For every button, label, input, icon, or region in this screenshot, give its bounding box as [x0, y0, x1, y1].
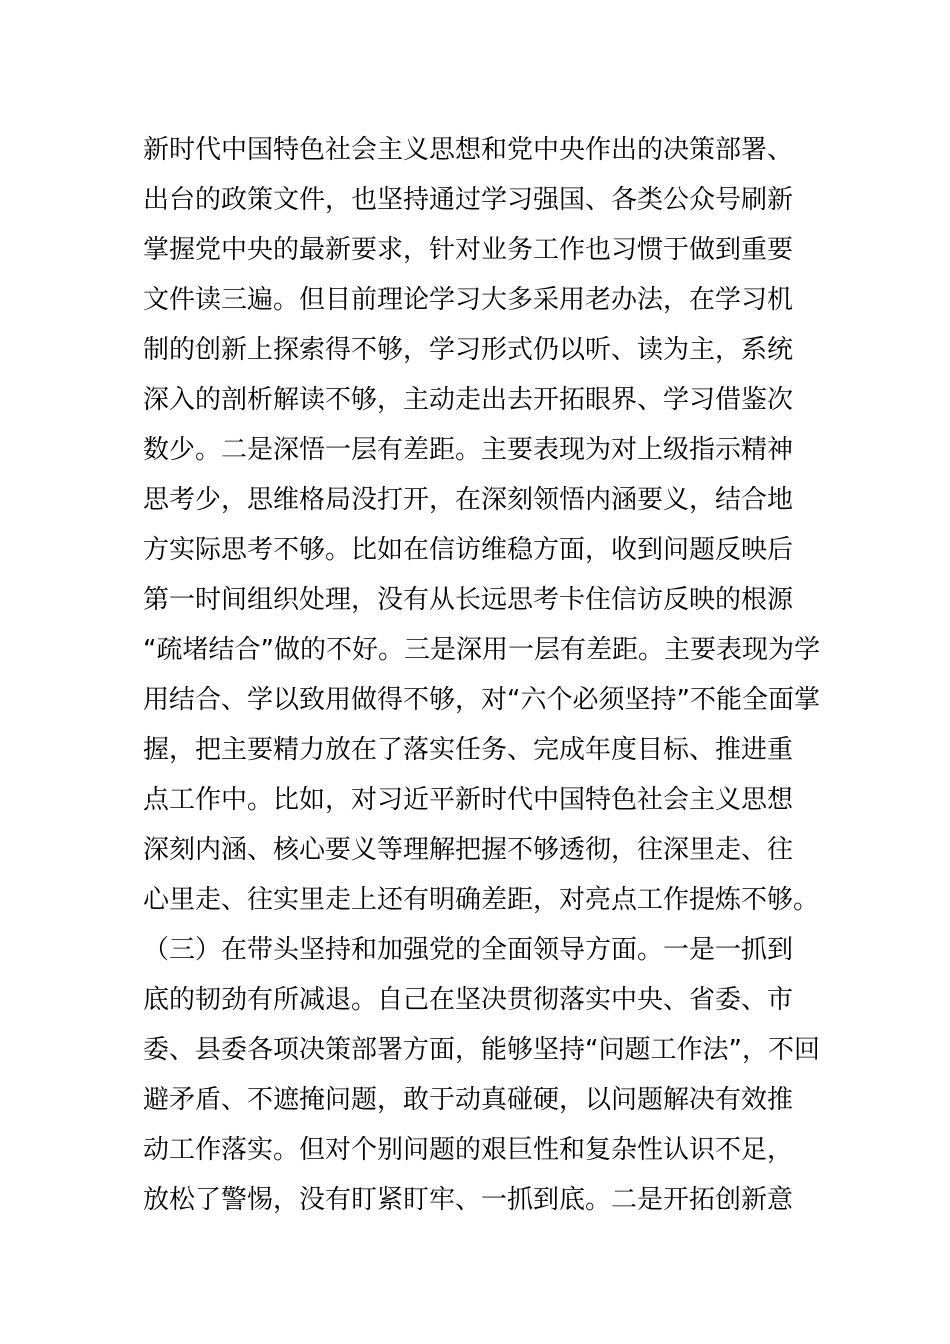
- text-line: 委、县委各项决策部署方面，能够坚持“问题工作法”，不回: [143, 1035, 820, 1065]
- text-line: 制的创新上探索得不够，学习形式仍以听、读为主，系统: [143, 335, 794, 365]
- section-heading-line: （三）在带头坚持和加强党的全面领导方面。一是一抓到: [143, 935, 794, 965]
- text-line: 方实际思考不够。比如在信访维稳方面，收到问题反映后: [143, 535, 794, 565]
- text-line: 底的韧劲有所减退。自己在坚决贯彻落实中央、省委、市: [143, 985, 794, 1015]
- text-line: “疏堵结合”做的不好。三是深用一层有差距。主要表现为学: [143, 635, 820, 665]
- body-text: [143, 125, 823, 1225]
- text-line: 心里走、往实里走上还有明确差距，对亮点工作提炼不够。: [143, 885, 820, 915]
- text-line: 出台的政策文件，也坚持通过学习强国、各类公众号刷新: [143, 185, 794, 215]
- text-line: 第一时间组织处理，没有从长远思考卡住信访反映的根源: [143, 585, 794, 615]
- text-line: 用结合、学以致用做得不够，对“六个必须坚持”不能全面掌: [143, 685, 820, 715]
- text-line: 数少。二是深悟一层有差距。主要表现为对上级指示精神: [143, 435, 794, 465]
- text-line: 深入的剖析解读不够，主动走出去开拓眼界、学习借鉴次: [143, 385, 794, 415]
- text-line: 掌握党中央的最新要求，针对业务工作也习惯于做到重要: [143, 235, 794, 265]
- text-line: 点工作中。比如，对习近平新时代中国特色社会主义思想: [143, 785, 794, 815]
- text-line: 文件读三遍。但目前理论学习大多采用老办法，在学习机: [143, 285, 794, 315]
- text-line: 握，把主要精力放在了落实任务、完成年度目标、推进重: [143, 735, 794, 765]
- text-line: 思考少，思维格局没打开，在深刻领悟内涵要义，结合地: [143, 485, 794, 515]
- text-line: 新时代中国特色社会主义思想和党中央作出的决策部署、: [143, 135, 794, 165]
- text-line: 放松了警惕，没有盯紧盯牢、一抓到底。二是开拓创新意: [143, 1185, 794, 1215]
- text-line: 避矛盾、不遮掩问题，敢于动真碰硬，以问题解决有效推: [143, 1085, 794, 1115]
- text-line: 深刻内涵、核心要义等理解把握不够透彻，往深里走、往: [143, 835, 794, 865]
- text-line: 动工作落实。但对个别问题的艰巨性和复杂性认识不足，: [143, 1135, 794, 1165]
